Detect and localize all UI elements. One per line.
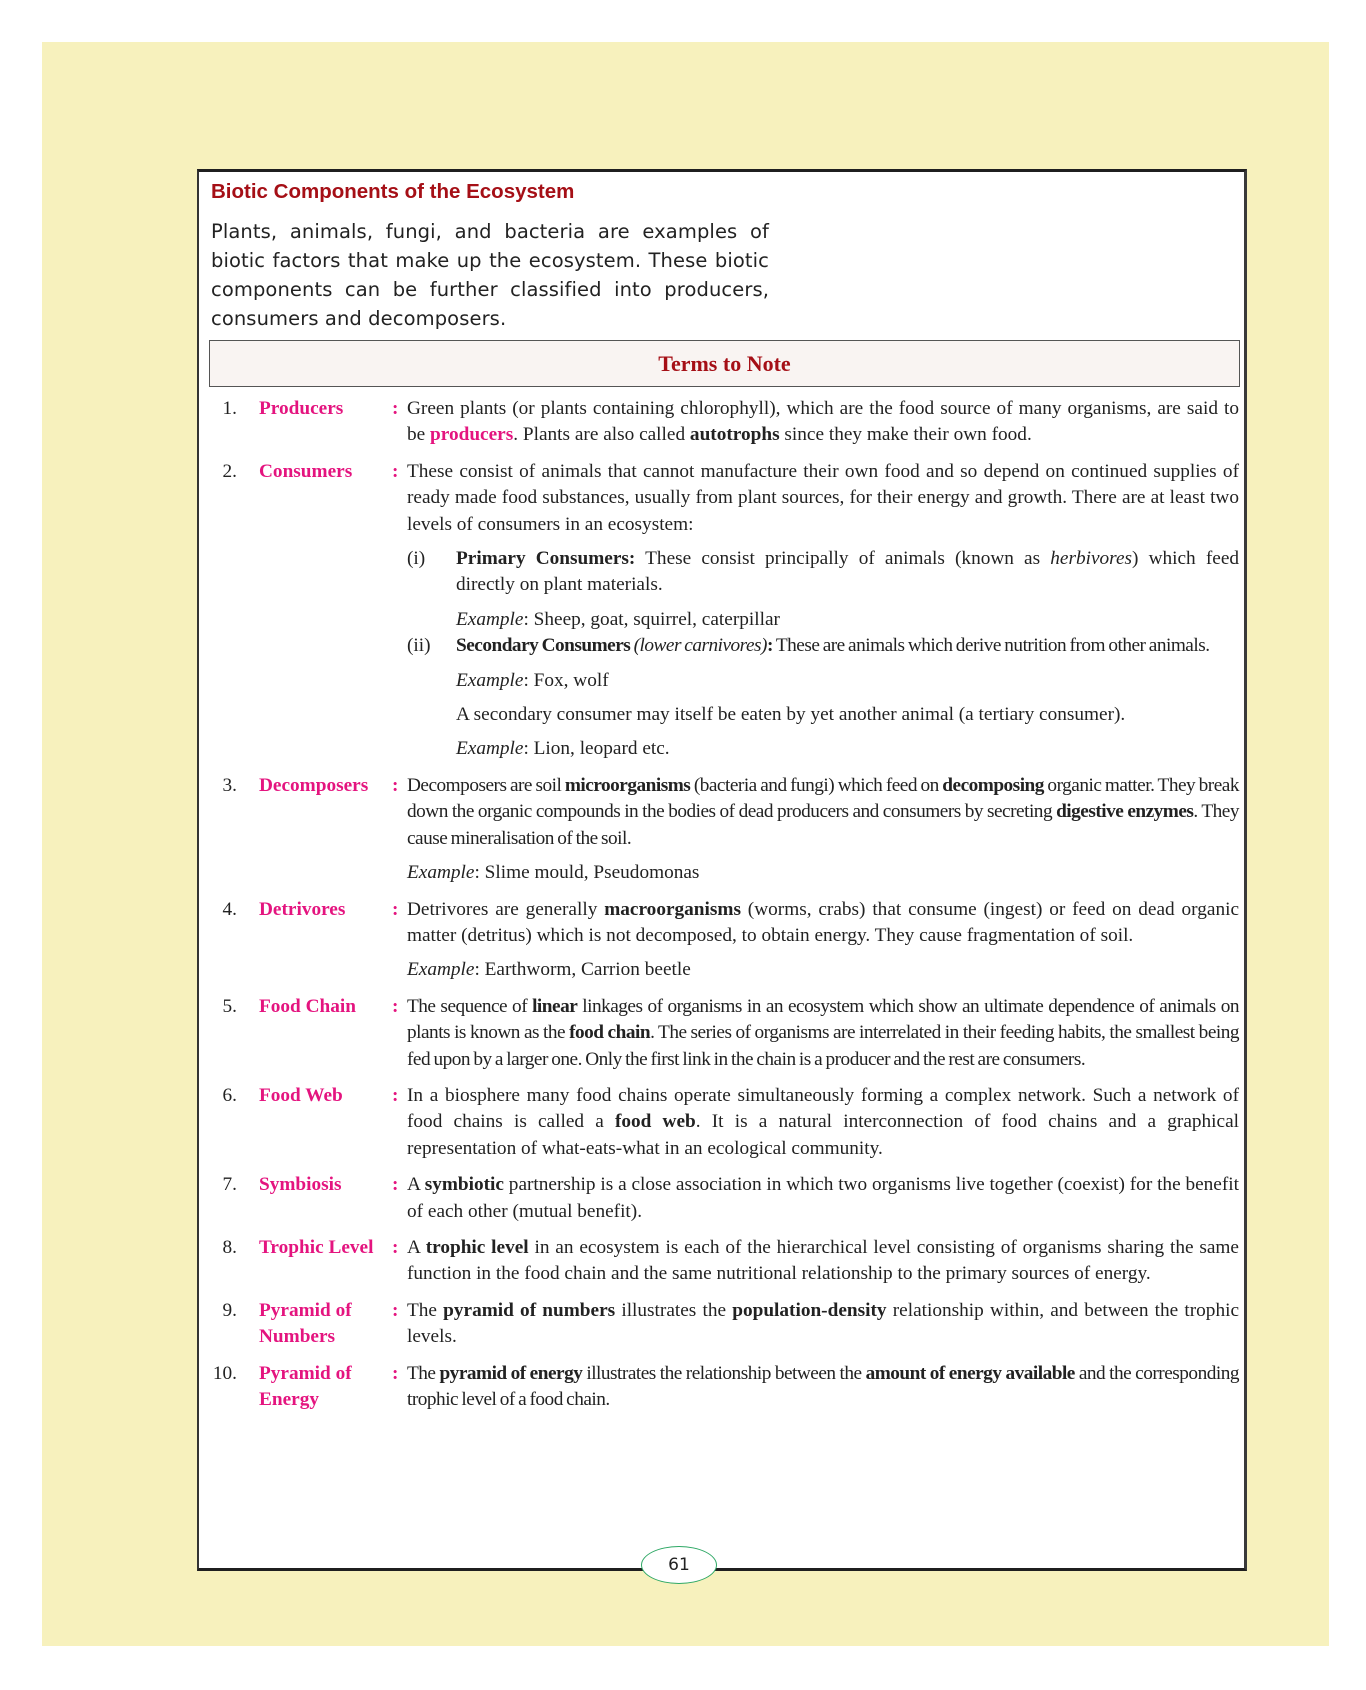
term-label-line: Pyramid of <box>259 1362 352 1384</box>
term-row-detrivores <box>199 897 1249 984</box>
text: . It is a natural interconnection of food chains and a graphical representation of what-eats-what in an ecological community. <box>407 1111 1239 1159</box>
term-definition <box>407 994 1239 1073</box>
term-number: 8. <box>222 1236 237 1258</box>
bold-text: decomposing <box>942 774 1044 796</box>
text: illustrates the relationship between the <box>582 1362 866 1384</box>
text: Detrivores are generally <box>407 898 605 920</box>
term-number: 4. <box>222 898 237 920</box>
text: In a biosphere many food chains operate simultaneously forming a complex network. Such a network of food chains is called a <box>407 1084 1239 1133</box>
example-text: : Fox, wolf <box>523 669 609 691</box>
text: . They cause mineralisation of the soil. <box>407 801 1239 849</box>
bold-text: food web <box>614 1111 696 1133</box>
term-row-pyramid-of-numbers <box>199 1298 1249 1351</box>
text: since they make their own food. <box>779 424 1032 446</box>
text: ) which feed directly on plant materials. <box>456 548 1240 596</box>
term-number: 9. <box>222 1299 237 1321</box>
terms-list <box>199 396 1249 1423</box>
term-number: 10. <box>212 1362 237 1384</box>
text: in an ecosystem is each of the hierarchical level consisting of organisms sharing the same function in the food chain and the same nutritional relationship to the primary sources of energy. <box>407 1236 1239 1285</box>
example-text: : Lion, leopard etc. <box>523 738 670 760</box>
example-line <box>407 860 1239 886</box>
term-colon: : <box>392 1362 399 1384</box>
term-definition <box>407 1083 1239 1162</box>
term-number: 7. <box>222 1174 237 1196</box>
term-colon: : <box>392 995 399 1017</box>
term-label: Consumers <box>259 460 353 482</box>
text: (worms, crabs) that consume (ingest) or feed on dead organic matter (detritus) which is not decomposed, to obtain energy. They cause fragmentation of soil. <box>407 898 1239 946</box>
bold-text: autotrophs <box>689 424 780 446</box>
italic-text: herbivores <box>1050 548 1133 570</box>
text: Decomposers are soil <box>407 774 565 796</box>
terms-to-note-header <box>209 340 1240 387</box>
text: . Plants are also called <box>513 424 690 446</box>
bold-text: : <box>766 635 773 657</box>
text: illustrates the <box>615 1299 733 1321</box>
term-definition <box>407 897 1239 984</box>
term-definition <box>407 1172 1239 1225</box>
term-label: Food Chain <box>259 995 356 1017</box>
term-row-consumers <box>199 459 1249 763</box>
term-colon: : <box>392 460 399 482</box>
bold-text: symbiotic <box>424 1174 504 1196</box>
example-text: : Earthworm, Carrion beetle <box>474 959 691 981</box>
term-colon: : <box>392 1174 399 1196</box>
term-number: 5. <box>222 995 237 1017</box>
term-row-symbiosis <box>199 1172 1249 1225</box>
term-colon: : <box>392 1236 399 1258</box>
text: organic matter. They break down the organic compounds in the bodies of dead producers and consumers by secreting <box>407 774 1239 823</box>
text: Green plants (or plants containing chlorophyll), which are the food source of many organisms, are said to be <box>407 398 1239 446</box>
example-label: Example <box>456 738 524 760</box>
text: relationship within, and between the trophic levels. <box>407 1299 1240 1348</box>
sub-item-number: (ii) <box>407 635 431 657</box>
bold-text: macroorganisms <box>604 898 741 920</box>
term-row-food-web <box>199 1083 1249 1162</box>
sub-item-primary-consumers <box>407 546 1239 633</box>
term-label: Symbiosis <box>259 1174 342 1196</box>
intro-paragraph: Plants, animals, fungi, and bacteria are examples of biotic factors that make up the ecosystem. These biotic components can be further classified into producers, consumers and decomposers. <box>211 220 769 330</box>
text: The sequence of <box>407 995 533 1017</box>
bold-text: population-density <box>732 1299 887 1321</box>
section-title: Biotic Components of the Ecosystem <box>211 180 575 203</box>
text: These are animals which derive nutrition from other animals. <box>772 635 1210 657</box>
text: . The series of organisms are interrelated in their feeding habits, the smallest being fed upon by a larger one. Only the first link in the chain is a producer and the rest are consumers. <box>407 1022 1240 1070</box>
bold-text: pyramid of energy <box>439 1362 583 1384</box>
term-number: 3. <box>222 774 237 796</box>
bold-text: digestive enzymes <box>1056 801 1194 823</box>
term-definition <box>407 1235 1239 1288</box>
example-label: Example <box>456 608 524 630</box>
bold-text: microorganisms <box>564 774 691 796</box>
term-row-decomposers <box>199 773 1249 887</box>
term-definition <box>407 773 1239 887</box>
term-colon: : <box>392 898 399 920</box>
term-label <box>259 1298 395 1351</box>
term-label: Decomposers <box>259 774 369 796</box>
text: partnership is a close association in which two organisms live together (coexist) for the benefit of each other (mutual benefit). <box>407 1174 1239 1222</box>
bold-text: amount of energy available <box>865 1362 1075 1384</box>
term-colon: : <box>392 398 399 419</box>
term-row-food-chain <box>199 994 1249 1073</box>
term-number: 1. <box>222 398 237 419</box>
content-frame <box>197 169 1247 1571</box>
page-number-badge <box>641 1546 717 1584</box>
text: These consist principally of animals (known as <box>635 548 1051 570</box>
text: linkages of organisms in an ecosystem which show an ultimate dependence of animals on plants is known as the <box>407 995 1239 1044</box>
text: The <box>407 1299 444 1321</box>
bold-text: food chain <box>569 1022 651 1044</box>
term-number: 2. <box>222 460 237 482</box>
term-label-line: Energy <box>259 1389 319 1410</box>
text: and the corresponding trophic level of a food chain. <box>407 1362 1239 1410</box>
term-colon: : <box>392 1084 399 1106</box>
page-background <box>42 42 1329 1646</box>
example-line <box>456 668 1239 694</box>
term-label-line: Pyramid of <box>259 1299 352 1321</box>
term-definition <box>407 396 1239 449</box>
sub-item-secondary-consumers <box>407 633 1239 763</box>
term-label: Producers <box>259 398 344 419</box>
bold-text: trophic level <box>425 1236 529 1258</box>
text: (bacteria and fungi) which feed on <box>690 774 943 796</box>
term-label-line: Numbers <box>259 1326 336 1348</box>
example-line <box>456 736 1239 762</box>
terms-header-label: Terms to Note <box>658 350 791 376</box>
page-number: 61 <box>668 1555 690 1575</box>
example-line <box>456 607 1239 633</box>
note-text: A secondary consumer may itself be eaten by yet another animal (a tertiary consumer). <box>456 704 1126 726</box>
example-label: Example <box>407 959 475 981</box>
text: A <box>407 1174 425 1196</box>
highlight-text: producers <box>430 424 514 446</box>
term-row-pyramid-of-energy <box>199 1361 1249 1414</box>
term-label <box>259 1361 395 1414</box>
example-label: Example <box>407 862 475 884</box>
term-number: 6. <box>222 1084 237 1106</box>
term-definition <box>407 459 1239 763</box>
bold-text: Primary Consumers: <box>456 548 636 570</box>
term-label: Detrivores <box>259 898 346 920</box>
example-line <box>407 957 1239 983</box>
example-label: Example <box>456 669 524 691</box>
term-definition <box>407 1298 1239 1351</box>
bold-text: pyramid of numbers <box>443 1299 616 1321</box>
term-label: Trophic Level <box>259 1236 374 1258</box>
text: The <box>407 1362 440 1384</box>
term-row-producers <box>199 396 1249 449</box>
italic-text: (lower carnivores) <box>630 635 767 657</box>
term-label: Food Web <box>259 1084 343 1106</box>
text: A <box>407 1236 426 1258</box>
example-text: : Sheep, goat, squirrel, caterpillar <box>523 608 780 630</box>
sub-item-number: (i) <box>407 548 426 570</box>
example-text: : Slime mould, Pseudomonas <box>474 862 700 884</box>
term-row-trophic-level <box>199 1235 1249 1288</box>
bold-text: linear <box>532 995 578 1017</box>
term-colon: : <box>392 774 399 796</box>
term-definition <box>407 1361 1239 1414</box>
term-colon: : <box>392 1299 399 1321</box>
bold-text: Secondary Consumers <box>456 635 631 657</box>
definition-text: These consist of animals that cannot manufacture their own food and so depend on continued supplies of ready made food substances, usually from plant sources, for their energy and growth. There are at least two levels of consumers in an ecosystem: <box>407 460 1239 535</box>
